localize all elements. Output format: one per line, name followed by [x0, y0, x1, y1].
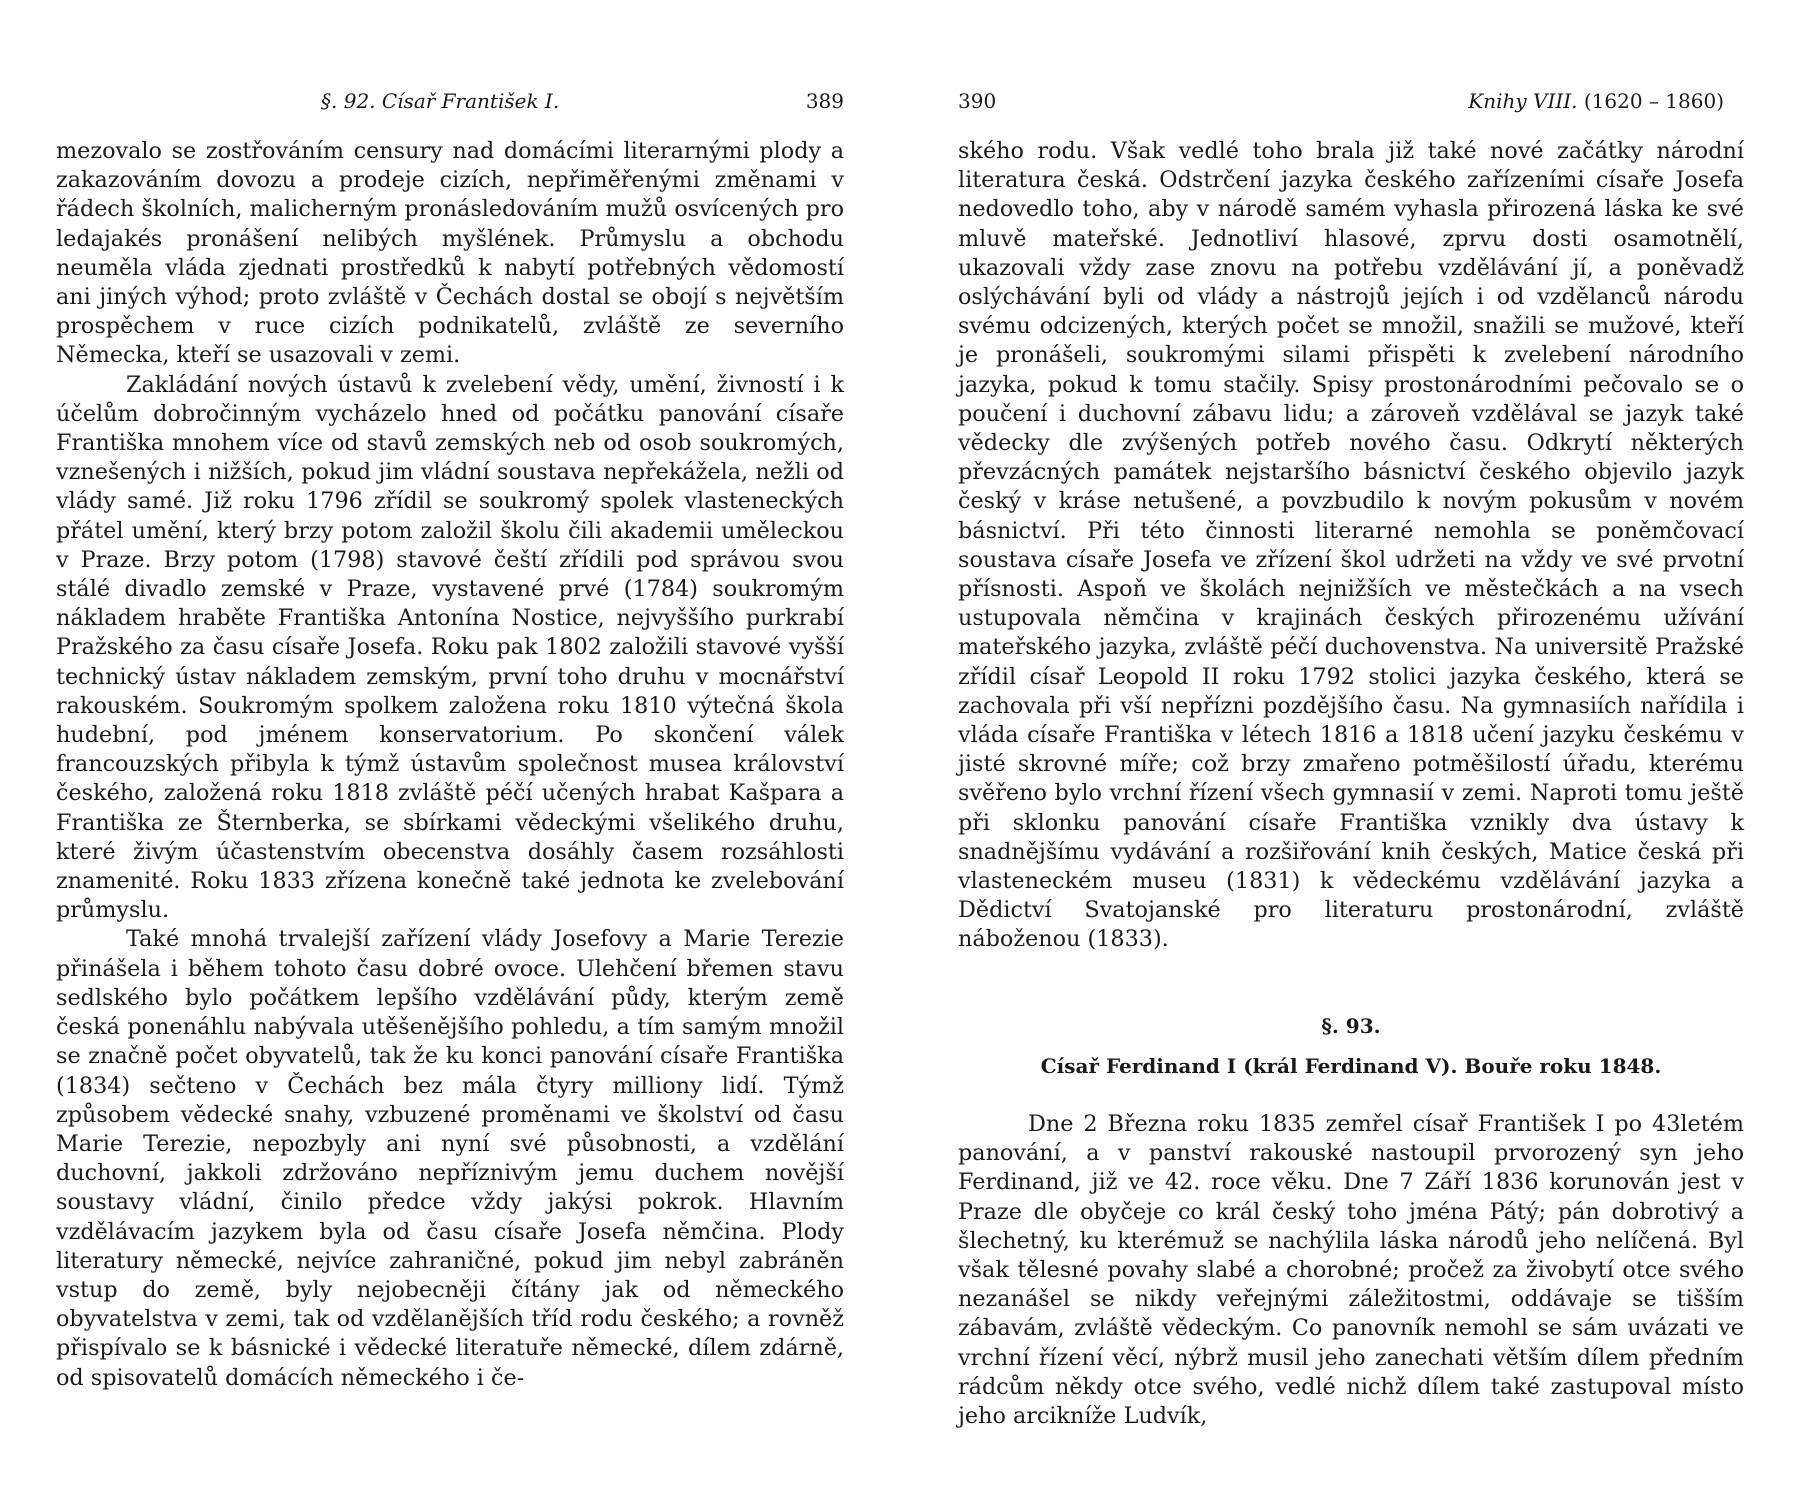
left-page-body	[56, 137, 844, 1393]
paragraph: mezovalo se zostřováním censury nad domácími literarnými plody a zakazováním dovozu a prodeje cizích, nepřiměřenými změnami v řádech školních, malicherným pronásledováním mužů osvícených pro ledajakés pronášení nelibých myšlének. Průmyslu a obchodu neuměla vláda zjednati prostředků k nabytí potřebných vědomostí ani jiných výhod; proto zvláště v Čechách dostal se obojí s největším prospěchem v ruce cizích podnikatelů, zvláště ze severního Německa, kteří se usazovali v zemi.	[56, 138, 844, 369]
running-title-years: (1620 – 1860)	[1583, 89, 1724, 113]
paragraph: ského rodu. Však vedlé toho brala již také nové začátky národní literatura česká. Odstrčení jazyka českého zařízeními císaře Josefa nedovedlo toho, aby v národě samém vyhasla přirozená láska ke své mluvě mateřské. Jednotliví hlasové, zprvu dosti osamotnělí, ukazovali vždy zase znovu na potřebu vzdělávání jí, a poněvadž oslýchávání byli od vlády a nástrojů jejích i od vzdělanců národu svému odcizených, kterých počet se množil, snažili se mužové, kteří je pronášeli, soukromými silami přispěti k zvelebení národního jazyka, pokud k tomu stačily. Spisy prostonárodními pečovalo se o poučení i duchovní zábavu lidu; a zároveň vzdělával se jazyk také vědecky dle zvýšených potřeb nového času. Odkrytí některých převzácných památek nejstaršího básnictví českého objevilo jazyk český v kráse netušené, a povzbudilo k novým pokusům v novém básnictví. Při této činnosti literarné nemohla se poněmčovací soustava císaře Josefa ve zřízení škol udržeti na vždy ve své prvotní přísnosti. Aspoň ve školách nejnižších ve městečkách a na vsech ustupovala němčina v krajinách českých přirozenému užívání mateřského jazyka, zvláště péčí duchovenstva. Na universitě Pražské zřídil císař Leopold II roku 1792 stolici jazyka českého, která se zachovala při vší nepřízni pozdějšího času. Na gymnasiích nařídila i vláda císaře Františka v létech 1816 a 1818 učení jazyku českému v jisté skrovné míře; což brzy zmařeno potměšilostí úřadu, kterému svěřeno bylo vrchní řízení všech gymnasií v zemi. Naproti tomu ještě při sklonku panování císaře Františka vznikly dva ústavy k snadnějšímu vydávání a rozšiřování knih českých, Matice česká při vlasteneckém museu (1831) k vědeckému vzdělávání jazyka a Dědictví Svatojanské pro literaturu prostonárodní, zvláště náboženou (1833).	[958, 138, 1744, 953]
running-title-book: Knihy VIII.	[1468, 89, 1578, 113]
section-number: §. 93.	[1321, 1014, 1381, 1038]
paragraph: Také mnohá trvalejší zařízení vlády Josefovy a Marie Terezie přinášela i během tohoto času dobré ovoce. Ulehčení břemen stavu sedlského bylo počátkem lepšího vzdělávání půdy, kterým země česká ponenáhlu nabývala utěšenějšího pohledu, a tím samým množil se značně počet obyvatelů, tak že ku konci panování císaře Františka (1834) sečteno v Čechách bez mála čtyry milliony lidí. Týmž způsobem vědecké snahy, vzbuzené proměnami ve školství od času Marie Terezie, nepozbyly ani nyní své působnosti, a vzdělání duchovní, jakkoli zdržováno nepříznivým jemu duchem novější soustavy vládní, činilo předce vždy jakýsi pokrok. Hlavním vzdělávacím jazykem byla od času císaře Josefa němčina. Plody literatury německé, nejvíce zahraničné, pokud jim nebyl zabráněn vstup do země, byly nejobecněji čítány jak od německého obyvatelstva v zemi, tak od vzdělanějších tříd rodu českého; a rovněž přispívalo se k básnické i vědecké literatuře německé, dílem zdárně, od spisovatelů domácích německého i če-	[56, 926, 844, 1391]
paragraph: Zakládání nových ústavů k zvelebení vědy, umění, živností i k účelům dobročinným vycházelo hned od počátku panování císaře Františka mnohem více od stavů zemských neb od osob soukromých, vznešených i nižších, pokud jim vládní soustava nepřekážela, nežli od vlády samé. Již roku 1796 zřídil se soukromý spolek vlasteneckých přátel umění, který brzy potom založil školu čili akademii uměleckou v Praze. Brzy potom (1798) stavové čeští zřídili pod správou svou stálé divadlo zemské v Praze, vystavené prvé (1784) soukromým nákladem hraběte Františka Antonína Nostice, nejvyššího purkrabí Pražského za času císaře Josefa. Roku pak 1802 založili stavové vyšší technický ústav nákladem zemským, první toho druhu v mocnářství rakouském. Soukromým spolkem založena roku 1810 výtečná škola hudební, pod jménem konservatorium. Po skončení válek francouzských přibyla k týmž ústavům společnost musea království českého, založená roku 1818 zvláště péčí učených hrabat Kašpara a Františka ze Šternberka, se sbírkami vědeckými všelikého druhu, které živým účastenstvím obecenstva dosáhly časem rozsáhlosti znamenité. Roku 1833 zřízena konečně také jednota ke zvelebování průmyslu.	[56, 371, 844, 924]
page-number: 390	[958, 89, 997, 113]
right-page-body	[958, 137, 1744, 955]
section-title: Císař Ferdinand I (král Ferdinand V). Bouře roku 1848.	[1040, 1054, 1662, 1078]
running-title	[1468, 88, 1724, 114]
left-page-header	[56, 88, 844, 114]
right-page	[958, 0, 1744, 1500]
right-page-header	[958, 88, 1744, 114]
left-page	[56, 0, 844, 1500]
page-number: 389	[805, 89, 844, 113]
section-body	[958, 1110, 1744, 1431]
running-title: §. 92. Císař František I.	[321, 89, 560, 113]
paragraph: Dne 2 Března roku 1835 zemřel císař František I po 43letém panování, a v panství rakouské nastoupil prvorozený syn jeho Ferdinand, již ve 42. roce věku. Dne 7 Září 1836 korunován jest v Praze dle obyčeje co král český toho jména Pátý; pán dobrotivý a šlechetný, ku kterémuž se nachýlila láska národů jeho nelíčená. Byl však tělesné povahy slabé a chorobné; pročež za živobytí otce svého nezanášel se nikdy veřejnými záležitostmi, oddávaje se tišším zábavám, zvláště vědeckým. Co panovník nemohl se sám uvázati ve vrchní řízení věcí, nýbrž musil jeho zanechati větším dílem předním rádcům někdy otce svého, vedlé nichž dílem také zastupoval místo jeho arcikníže Ludvík,	[958, 1111, 1744, 1430]
